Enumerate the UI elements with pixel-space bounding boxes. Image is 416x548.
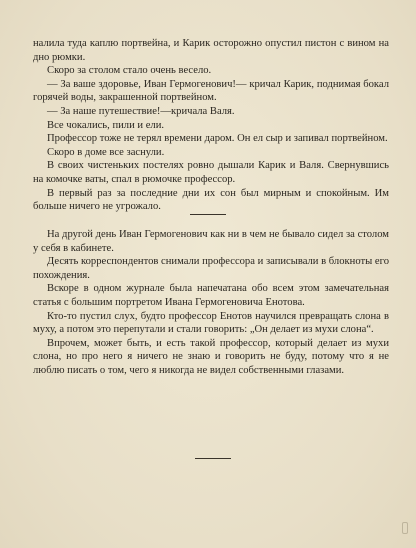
section-divider [190, 214, 226, 215]
paragraph: Вскоре в одном журнале была напечатана обо всем этом замечательная статья с большим портретом Ивана Гермогеновича Енотова. [33, 283, 389, 308]
paragraph: Все чокались, пили и ели. [47, 119, 165, 131]
paragraph: Профессор тоже не терял времени даром. Он ел сыр и запивал портвейном. [47, 133, 388, 145]
paragraph: налила туда каплю портвейна, и Карик осторожно опустил пистон с вином на дно рюмки. [33, 38, 389, 63]
paragraph: Скоро в доме все заснули. [47, 146, 165, 158]
paragraph: — За наше путешествие!—кричала Валя. [47, 105, 235, 117]
paragraph: — За ваше здоровье, Иван Гермогенович!— кричал Карик, поднимая бокал горячей воды, закрашенной портвейном. [33, 78, 389, 104]
paragraph: На другой день Иван Гермогенович как ни в чем не бывало сидел за столом у себя в кабинете. [33, 229, 389, 254]
paragraph: Впрочем, может быть, и есть такой профессор, который делает из мухи слона, но про него я ничего не знаю и говорить не буду, потому что я не люблю писать о том, чего я никогда не видел собственными глазами. [33, 337, 389, 376]
text-block-1 [33, 37, 389, 214]
paragraph: Скоро за столом стало очень весело. [47, 65, 212, 77]
page-corner-mark [402, 522, 408, 534]
paragraph: Десять корреспондентов снимали профессора и записывали в блокноты его похождения. [33, 256, 389, 281]
end-divider [195, 458, 231, 459]
paragraph: В своих чистеньких постелях ровно дышали Карик и Валя. Свернувшись на комочке ваты, спал в рюмочке профессор. [33, 160, 389, 185]
paragraph: Кто-то пустил слух, будто профессор Енотов научился превращать слона в муху, а потом это перепутали и стали говорить: „Он делает из мухи слона“. [33, 310, 389, 336]
text-block-2 [33, 228, 389, 378]
paragraph: В первый раз за последние дни их сон был мирным и спокойным. Им больше ничего не угрожало. [33, 187, 389, 213]
